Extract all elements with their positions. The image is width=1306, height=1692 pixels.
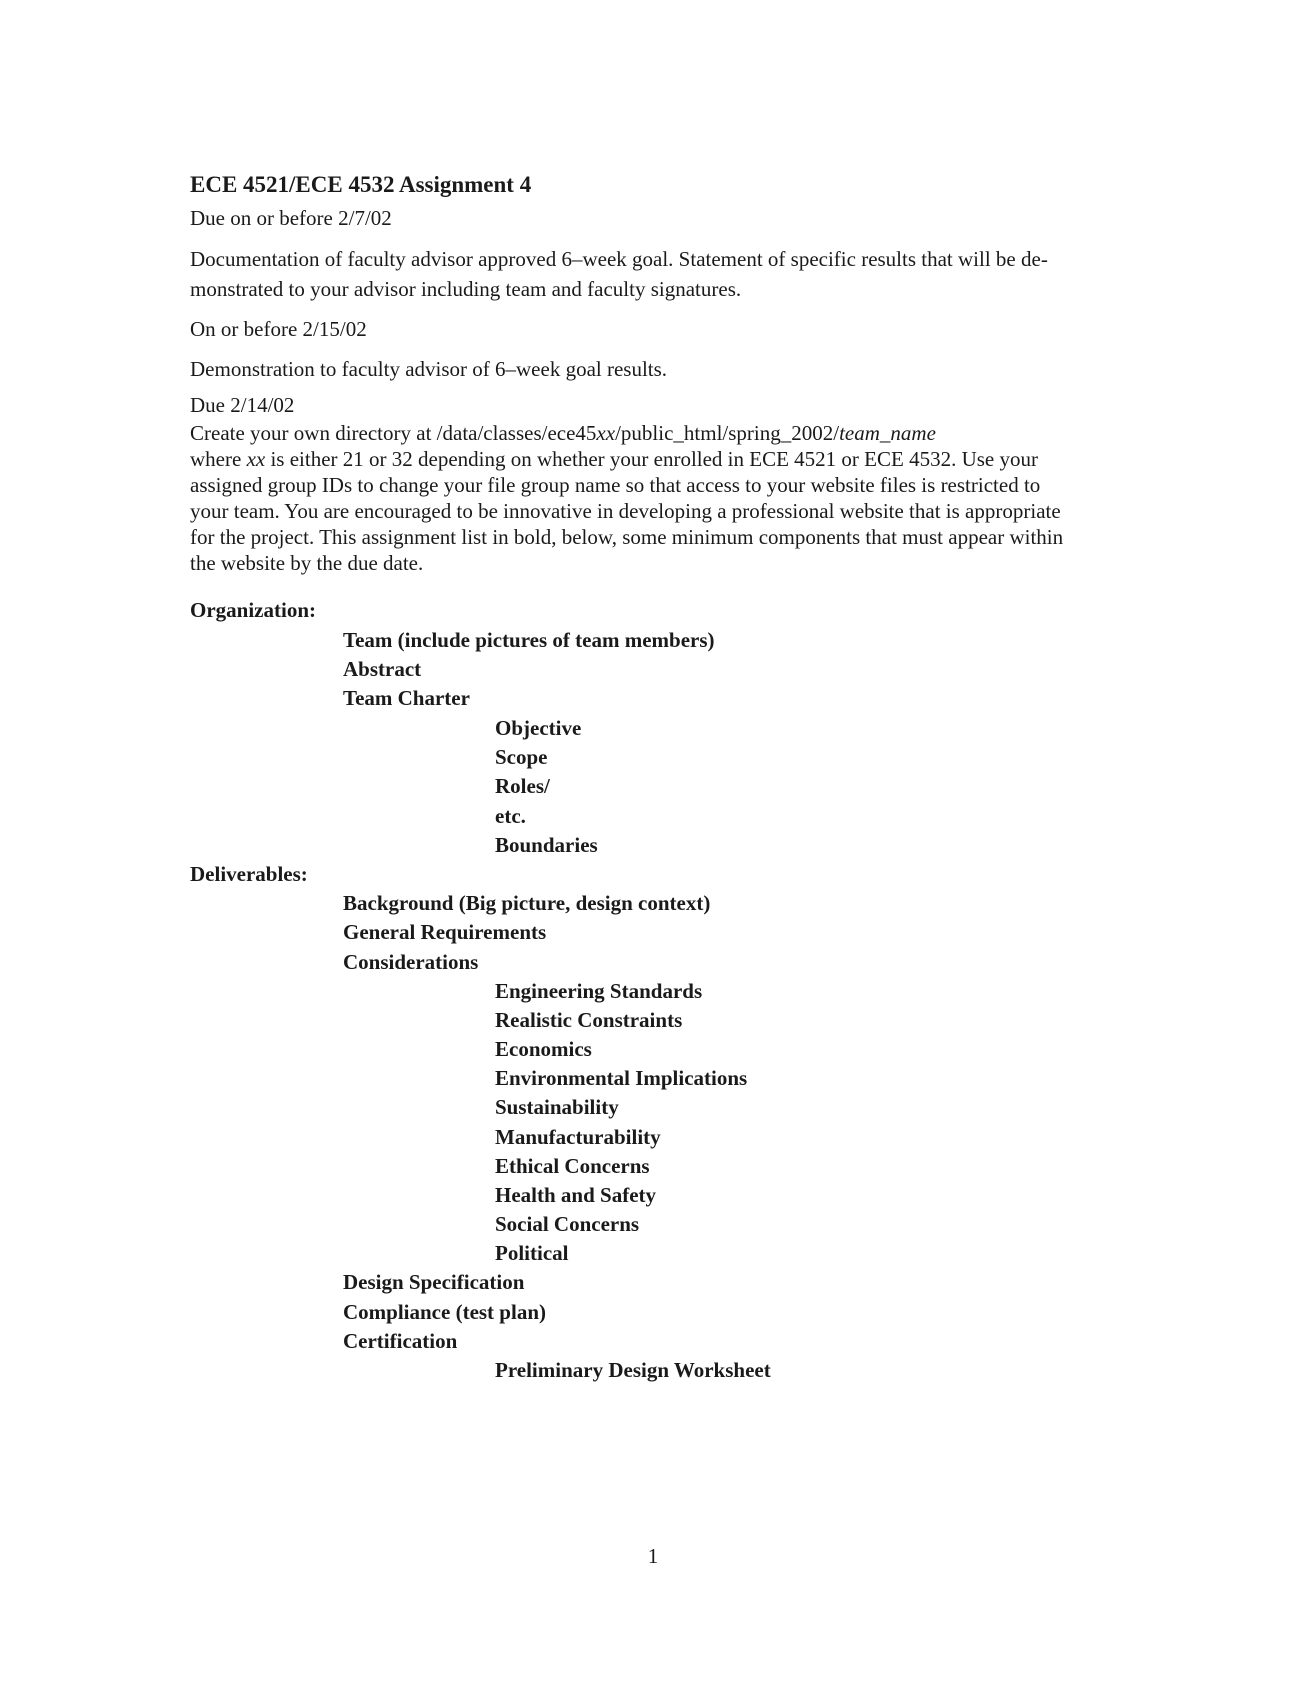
outline-item-design-specification: Design Specification [343,1270,525,1294]
paragraph-line: your team. You are encouraged to be innovative in developing a professional website that is appropriate [190,499,1061,523]
due-date-3: Due 2/14/02 [190,393,295,417]
outline-item-considerations: Considerations [343,950,479,974]
heading-organization: Organization: [190,598,316,622]
outline-item-social-concerns: Social Concerns [495,1212,640,1236]
outline-item-certification: Certification [343,1329,458,1353]
outline-item-etc: etc. [495,804,526,828]
outline-item-environmental-implications: Environmental Implications [495,1066,748,1090]
outline-item-political: Political [495,1241,569,1265]
outline-item-team: Team (include pictures of team members) [343,628,715,652]
outline-item-preliminary-design-worksheet: Preliminary Design Worksheet [495,1358,771,1382]
outline-item-ethical-concerns: Ethical Concerns [495,1154,650,1178]
paragraph-line: monstrated to your advisor including team and faculty signatures. [190,277,742,301]
outline-item-realistic-constraints: Realistic Constraints [495,1008,683,1032]
outline-item-sustainability: Sustainability [495,1095,619,1119]
outline-item-background: Background (Big picture, design context) [343,891,711,915]
outline-item-scope: Scope [495,745,548,769]
outline-item-manufacturability: Manufacturability [495,1125,661,1149]
directory-line: Create your own directory at /data/classes/ece45xx/public_html/spring_2002/team_name [190,421,936,445]
outline-item-boundaries: Boundaries [495,833,598,857]
paragraph-demonstration: Demonstration to faculty advisor of 6–week goal results. [190,357,668,381]
outline-item-compliance: Compliance (test plan) [343,1300,546,1324]
paragraph-line: the website by the due date. [190,551,424,575]
paragraph-line: where xx is either 21 or 32 depending on whether your enrolled in ECE 4521 or ECE 4532. Use your [190,447,1038,471]
outline-item-team-charter: Team Charter [343,686,470,710]
paragraph-line: for the project. This assignment list in bold, below, some minimum components that must appear within [190,525,1064,549]
outline-item-general-requirements: General Requirements [343,920,547,944]
page-number: 1 [647,1544,659,1568]
due-date-2: On or before 2/15/02 [190,317,367,341]
assignment-title: ECE 4521/ECE 4532 Assignment 4 [190,172,532,197]
paragraph-goal-documentation [190,244,1150,304]
heading-deliverables: Deliverables: [190,862,308,886]
outline-item-economics: Economics [495,1037,592,1061]
outline-item-roles: Roles/ [495,774,550,798]
outline-item-abstract: Abstract [343,657,422,681]
outline-item-engineering-standards: Engineering Standards [495,979,703,1003]
paragraph-line: assigned group IDs to change your file group name so that access to your website files is restricted to [190,473,1041,497]
paragraph-line: Documentation of faculty advisor approved 6–week goal. Statement of specific results that will be de- [190,247,1048,271]
due-date-1: Due on or before 2/7/02 [190,206,392,230]
paragraph-website [190,420,1150,576]
outline-item-objective: Objective [495,716,582,740]
outline-item-health-safety: Health and Safety [495,1183,657,1207]
